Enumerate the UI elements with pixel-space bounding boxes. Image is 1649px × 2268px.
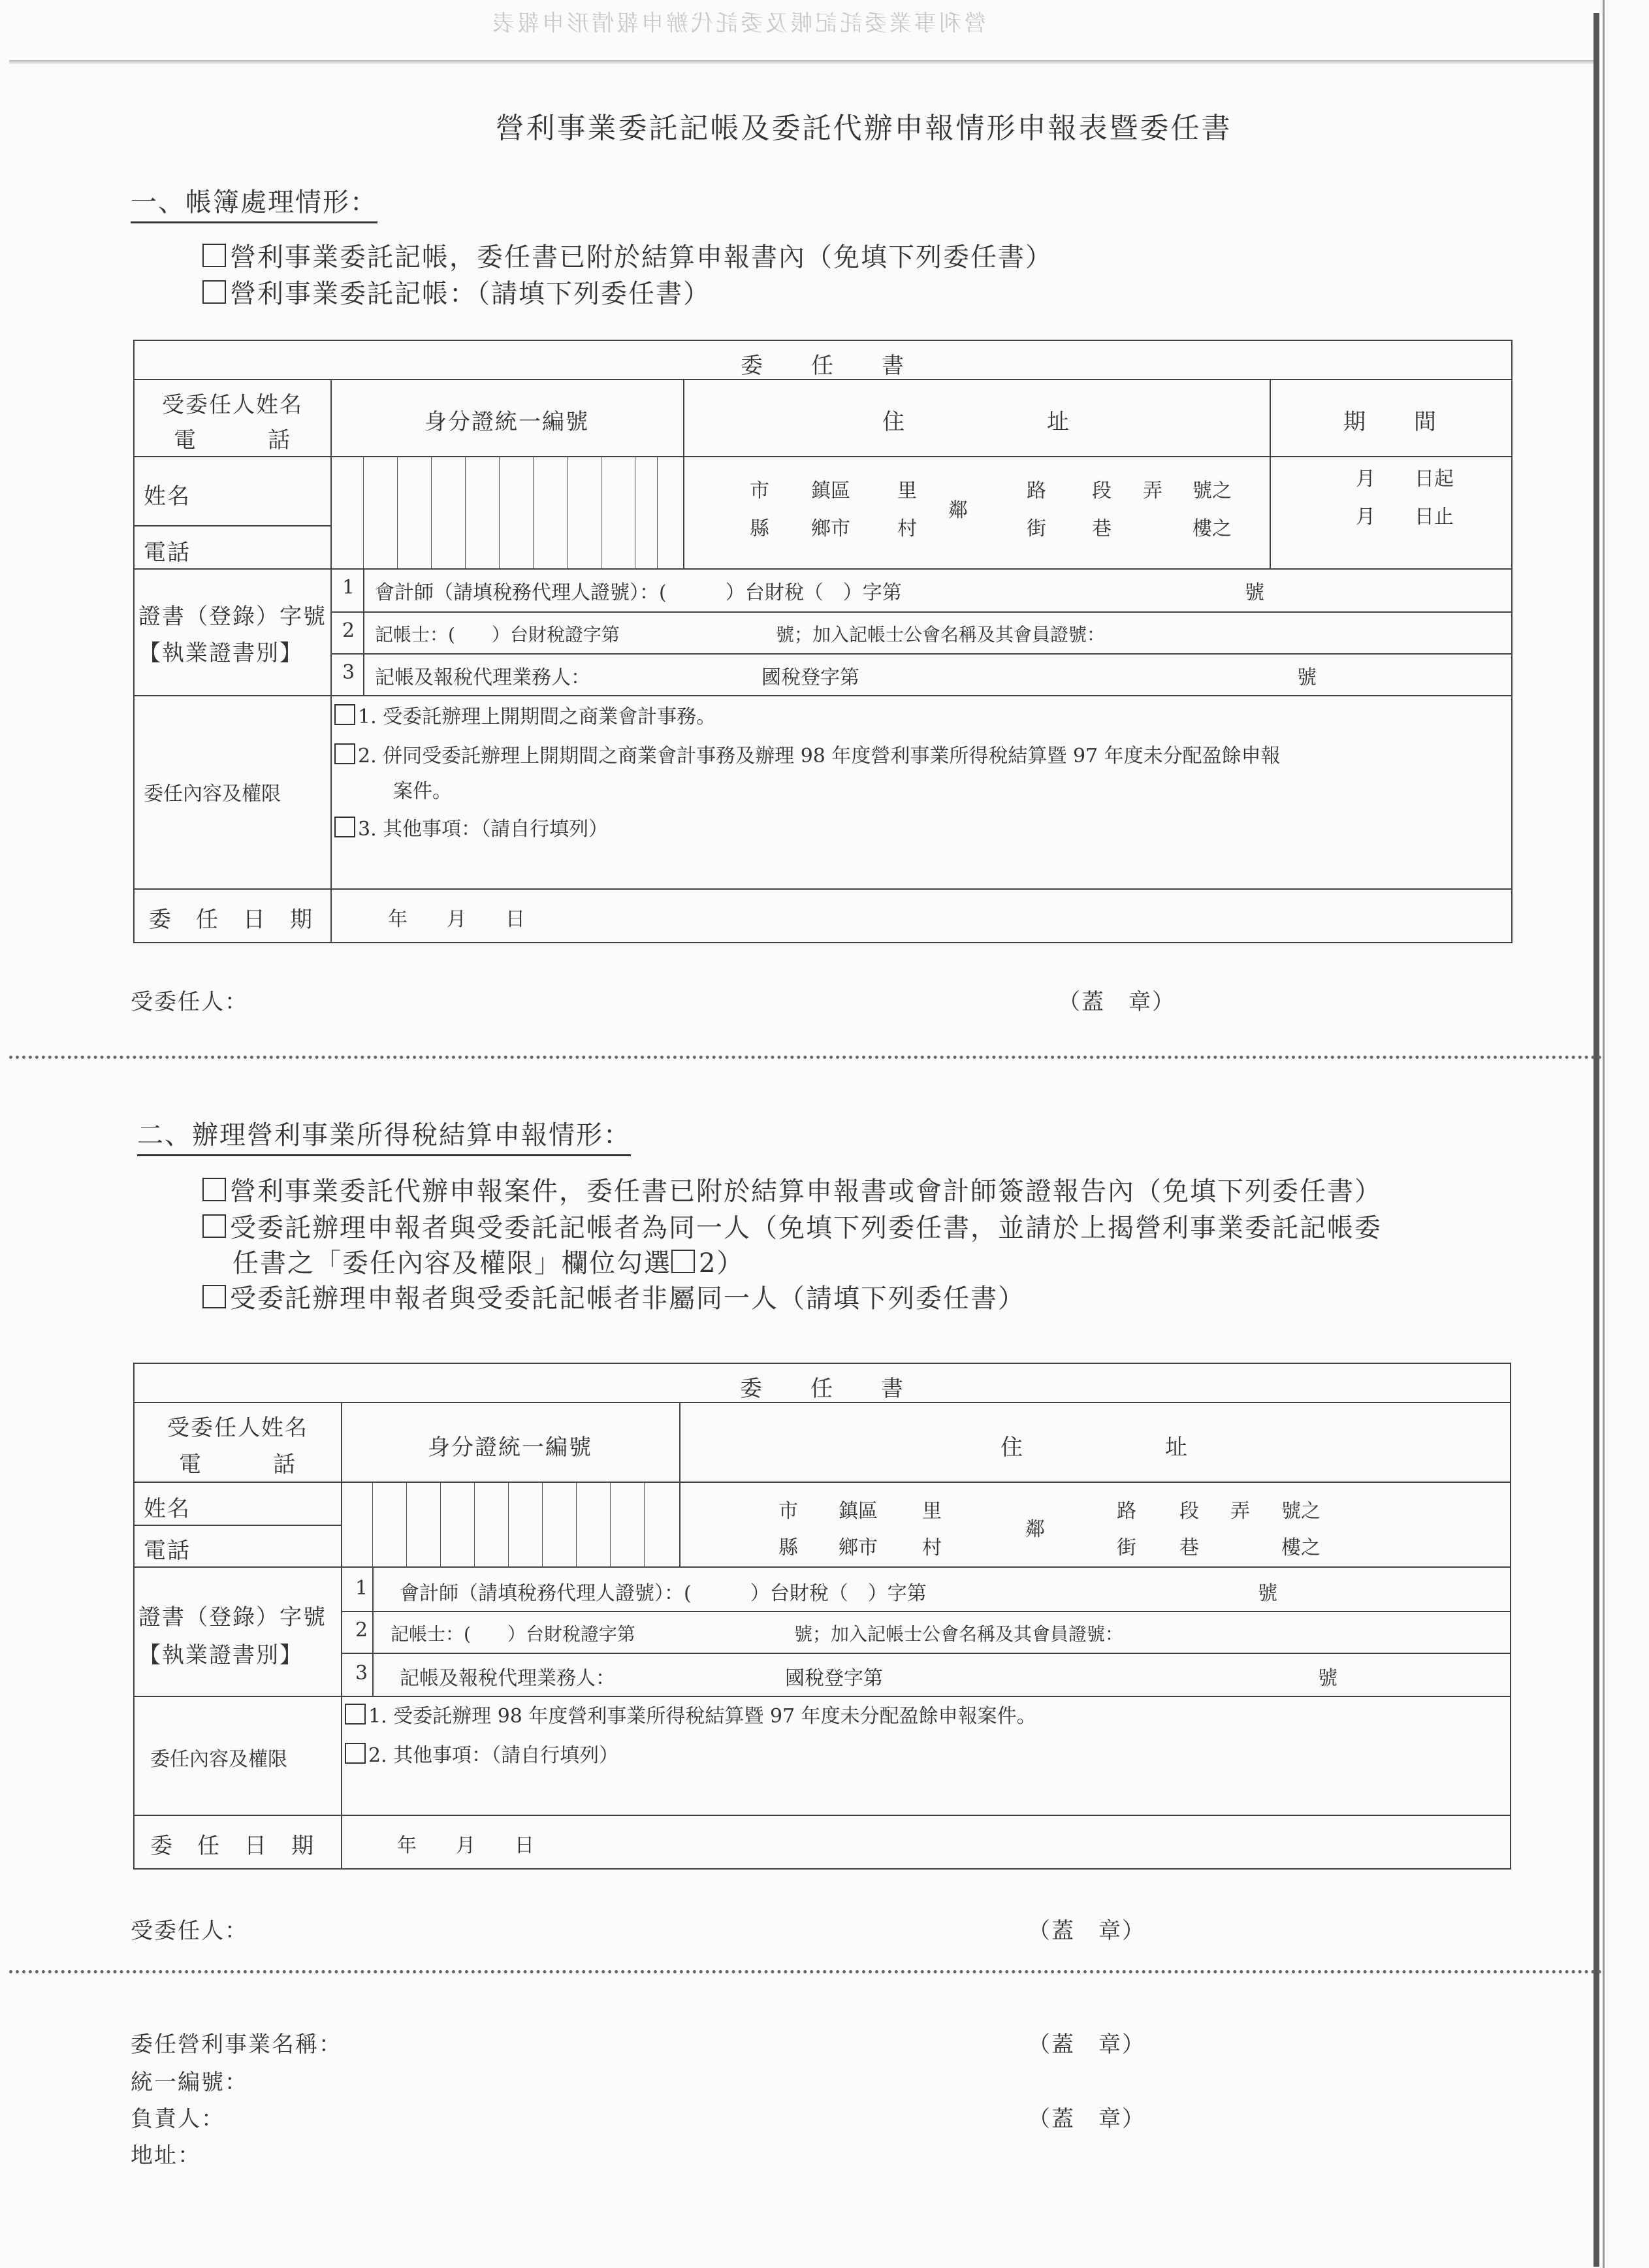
delegate-label-1: 受委任人： [131,989,248,1015]
col-period-label: 期 間 [1343,409,1437,435]
date-label: 委 任 日 期 [149,907,313,933]
checkbox[interactable] [334,817,355,837]
delegation-form-1: 委 任 書 受委任人姓名 電 話 身分證統一編號 住 址 期 間 姓名 電話 市 鎮區 里 路 段 弄 號之 縣 鄉市 村 街 巷 樓之 鄰 月 日起 月 日止 證書（登錄）字號 【執業證書別】 1 會計師（請填稅務代理人證號）：( ）台財稅（ ）字第 號 2 記帳士：( ）台財稅證字第 號；加入記帳士公會名稱及其會員證號： 3 記帳及報稅代理業務人： 國稅登字第 號 委任內容及權限 1. 受委託辦理上開期間之商業會計事務。 2. 併同受委託辦理上開期間之商業會計事務及辦理 98 年度營利事業所得稅結算暨 97 年度未分配盈餘申報 案件。 3. 其他事項：（請自行填列） 委 任 日 期 年 月 日 [133,340,1513,943]
col-address-label: 住 址 [1001,1434,1189,1461]
delegation-form-2: 委 任 書 受委任人姓名 電 話 身分證統一編號 住 址 姓名 電話 市 鎮區 里 路 段 弄 號之 縣 鄉市 村 街 巷 樓之 鄰 證書（登錄）字號 【執業證書別】 1 會計師（請填稅務代理人證號）：( ）台財稅（ ）字第 號 2 記帳士：( ）台財稅證字第 號；加入記帳士公會名稱及其會員證號： 3 記帳及報稅代理業務人： 國稅登字第 號 委任內容及權限 1. 受委託辦理 98 年度營利事業所得稅結算暨 97 年度未分配盈餘申報案件。 2. 其他事項：（請自行填列） 委 任 日 期 年 月 日 [133,1363,1511,1870]
cert-type-label: 【執業證書別】 [138,640,303,666]
checkbox[interactable] [202,1178,226,1201]
scan-edge-right [1593,13,1599,2267]
col-address-label: 住 址 [882,409,1070,435]
address-label: 地址： [131,2143,201,2169]
col-id-label: 身分證統一編號 [424,409,589,435]
checkbox[interactable] [334,743,355,764]
section2-option-1[interactable]: 營利事業委託代辦申報案件，委任書已附於結算申報書或會計師簽證報告內（免填下列委任書） [202,1171,1382,1208]
date-value: 年 月 日 [388,908,525,931]
row-phone-label: 電話 [144,540,191,566]
tax-id-label: 統一編號： [131,2069,248,2096]
scope-item-1[interactable]: 1. 受委託辦理上開期間之商業會計事務。 [334,700,716,729]
seal-owner: （蓋 章） [1028,2106,1145,2132]
section2-option-3[interactable]: 受委託辦理申報者與受委託記帳者非屬同一人（請填下列委任書） [202,1278,1025,1315]
cert-label: 證書（登錄）字號 [138,604,327,630]
delegate-label-2: 受委任人： [131,1918,248,1944]
scope-label: 委任內容及權限 [144,783,281,805]
seal-1: （蓋 章） [1058,989,1176,1015]
period-end: 月 日止 [1356,506,1454,528]
company-name-label: 委任營利事業名稱： [131,2032,342,2058]
col-name-label: 受委任人姓名 [162,392,303,418]
date-label: 委 任 日 期 [150,1833,315,1859]
scan-edge-top [9,60,1596,64]
checkbox-reference [671,1250,695,1273]
checkbox[interactable] [334,704,355,725]
scope-item-2[interactable]: 2. 其他事項：（請自行填列） [345,1739,618,1768]
col-name-label: 受委任人姓名 [167,1415,308,1441]
section2-option-2[interactable]: 受委託辦理申報者與受委託記帳者為同一人（免填下列委任書，並請於上揭營利事業委託記帳委 [202,1207,1382,1244]
col-phone-label: 電 話 [174,427,291,453]
seal-company: （蓋 章） [1028,2032,1145,2058]
scope-label: 委任內容及權限 [150,1748,287,1771]
page-title: 營利事業委託記帳及委託代辦申報情形申報表暨委任書 [495,112,1232,145]
scope-item-2[interactable]: 2. 併同受委託辦理上開期間之商業會計事務及辦理 98 年度營利事業所得稅結算暨 97 年度未分配盈餘申報 [334,739,1281,768]
seal-2: （蓋 章） [1028,1918,1145,1944]
cut-line-1 [9,1056,1603,1059]
form-caption: 委 任 書 [740,1376,905,1402]
form-caption: 委 任 書 [741,353,905,379]
bleed-through-text: 營利事業委託記帳及委託代辦申報情形申報表 [490,10,986,37]
section2-heading: 二、辦理營利事業所得稅結算申報情形： [137,1114,631,1156]
scope-item-1[interactable]: 1. 受委託辦理 98 年度營利事業所得稅結算暨 97 年度未分配盈餘申報案件。 [345,1700,1036,1728]
scope-item-3[interactable]: 3. 其他事項：（請自行填列） [334,813,608,841]
row-name-label: 姓名 [144,1496,191,1522]
section1-option-2[interactable]: 營利事業委託記帳：（請填下列委任書） [202,273,711,310]
owner-label: 負責人： [131,2106,225,2132]
checkbox[interactable] [202,1214,226,1238]
period-start: 月 日起 [1356,468,1454,491]
col-phone-label: 電 話 [179,1451,296,1478]
cut-line-2 [9,1970,1603,1973]
row-name-label: 姓名 [144,483,191,510]
section1-option-1[interactable]: 營利事業委託記帳，委任書已附於結算申報書內（免填下列委任書） [202,236,1053,274]
checkbox[interactable] [345,1704,366,1725]
checkbox[interactable] [345,1743,366,1764]
scan-edge-right-outer [1603,0,1605,2268]
checkbox[interactable] [202,244,226,267]
date-value: 年 月 日 [397,1834,534,1857]
cert-type-label: 【執業證書別】 [138,1642,303,1668]
checkbox[interactable] [202,280,226,304]
cert-label: 證書（登錄）字號 [138,1604,327,1630]
checkbox[interactable] [202,1285,226,1308]
col-id-label: 身分證統一編號 [428,1434,592,1461]
section2-option-2-cont: 任書之「委任內容及權限」欄位勾選 2） [232,1248,744,1278]
row-phone-label: 電話 [144,1538,191,1564]
section1-heading: 一、帳簿處理情形： [131,182,377,223]
